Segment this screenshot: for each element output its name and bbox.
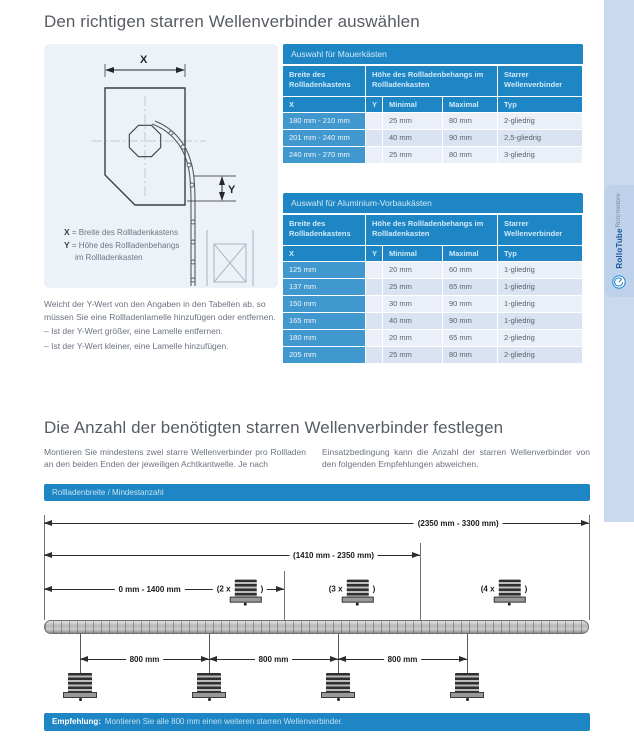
- arrowhead-left-icon: [44, 520, 52, 526]
- recommendation-text: Montieren Sie alle 800 mm einen weiteren starren Wellenverbinder.: [104, 717, 344, 726]
- shaft-connector-icon: [235, 580, 257, 598]
- count-prefix: (2 x: [216, 584, 231, 594]
- data-cell: [366, 262, 382, 278]
- width-diagram-title-bar: Rollladenbreite / Mindestanzahl: [44, 484, 590, 501]
- arrowhead-left-icon: [209, 656, 217, 662]
- spacing-label: 800 mm: [255, 655, 293, 664]
- width-quantity-diagram: [44, 505, 590, 710]
- section2-text-left: Montieren Sie mindestens zwei starre Wellenverbinder pro Rollladen an den beiden Enden der jeweiligen Achtkantwelle. Je nach: [44, 447, 306, 470]
- row-label-cell: 205 mm: [283, 347, 365, 363]
- data-cell: 1-gliedrig: [498, 279, 582, 295]
- legend-x-text: = Breite des Rollladenkastens: [71, 228, 178, 237]
- data-cell: 60 mm: [443, 262, 497, 278]
- data-cell: 3-gliedrig: [498, 147, 582, 163]
- data-cell: 25 mm: [383, 279, 442, 295]
- column-header-cell: Starrer Wellenverbinder: [498, 66, 582, 96]
- data-cell: 90 mm: [443, 130, 497, 146]
- spacing-label: 800 mm: [384, 655, 422, 664]
- shaft-connector-icon: [347, 580, 369, 598]
- spacing-label: 800 mm: [126, 655, 164, 664]
- chapter-tab: [604, 185, 634, 297]
- table-grid: [283, 215, 583, 363]
- diagram-legend: [64, 226, 179, 264]
- data-cell: [366, 313, 382, 329]
- note-bullet: – Ist der Y-Wert größer, eine Lamelle entfernen.: [44, 326, 223, 337]
- count-suffix: ): [260, 584, 264, 594]
- connector-count-3x: [325, 580, 379, 598]
- data-cell: [366, 130, 382, 146]
- sub-header-cell: Typ: [498, 246, 582, 261]
- count-suffix: ): [524, 584, 528, 594]
- arrowhead-right-icon: [330, 656, 338, 662]
- data-cell: 2,5-gliedrig: [498, 130, 582, 146]
- shaft-connector-icon: [455, 673, 479, 693]
- note-bullet: – Ist der Y-Wert kleiner, eine Lamelle hinzufügen.: [44, 340, 229, 351]
- data-cell: 25 mm: [383, 113, 442, 129]
- shaft-connector-icon: [68, 673, 92, 693]
- data-cell: 20 mm: [383, 262, 442, 278]
- data-cell: 30 mm: [383, 296, 442, 312]
- column-header-cell: Höhe des Rollladenbehangs im Rollladenkasten: [366, 215, 497, 245]
- data-cell: 2-gliedrig: [498, 330, 582, 346]
- data-cell: [366, 330, 382, 346]
- y-value-note: [44, 298, 286, 353]
- sub-header-cell: Maximal: [443, 97, 497, 112]
- dimension-label: (1410 mm - 2350 mm): [289, 551, 378, 560]
- brand-name: RolloTube: [614, 228, 624, 269]
- dimension-mid: [44, 551, 420, 561]
- dimension-label: (2350 mm - 3300 mm): [414, 519, 503, 528]
- section2-title: Die Anzahl der benötigten starren Wellenverbinder festlegen: [44, 418, 504, 437]
- data-cell: 90 mm: [443, 313, 497, 329]
- sub-header-cell: X: [283, 246, 365, 261]
- data-cell: [366, 347, 382, 363]
- table-mauerkaesten: [283, 44, 583, 163]
- data-cell: 40 mm: [383, 130, 442, 146]
- segment-divider-line: [420, 543, 421, 620]
- data-cell: 1-gliedrig: [498, 313, 582, 329]
- row-label-cell: 180 mm: [283, 330, 365, 346]
- connector-count-4x: [477, 580, 531, 598]
- data-cell: 2-gliedrig: [498, 347, 582, 363]
- count-suffix: ): [372, 584, 376, 594]
- shaft-connector-icon: [326, 673, 350, 693]
- data-cell: 1-gliedrig: [498, 262, 582, 278]
- count-prefix: (4 x: [480, 584, 495, 594]
- sub-header-cell: Y: [366, 97, 382, 112]
- data-cell: 90 mm: [443, 296, 497, 312]
- recommendation-label: Empfehlung:: [52, 717, 101, 726]
- table-title-bar: Auswahl für Aluminium-Vorbaukästen: [283, 193, 583, 213]
- row-label-cell: 201 mm - 240 mm: [283, 130, 365, 146]
- table-aluminium-vorbaukaesten: [283, 193, 583, 363]
- sub-header-cell: Y: [366, 246, 382, 261]
- row-label-cell: 125 mm: [283, 262, 365, 278]
- recommendation-bar: [44, 713, 590, 731]
- arrowhead-left-icon: [44, 586, 52, 592]
- table-title-bar: Auswahl für Mauerkästen: [283, 44, 583, 64]
- arrowhead-left-icon: [44, 552, 52, 558]
- spacing-dimension: [338, 655, 467, 665]
- shutter-box-diagram-panel: [44, 44, 278, 288]
- data-cell: 80 mm: [443, 147, 497, 163]
- arrowhead-right-icon: [459, 656, 467, 662]
- legend-x-key: X: [64, 227, 70, 237]
- sub-header-cell: Maximal: [443, 246, 497, 261]
- data-cell: [366, 147, 382, 163]
- boundary-line: [589, 515, 590, 620]
- data-cell: 20 mm: [383, 330, 442, 346]
- data-cell: [366, 113, 382, 129]
- sub-header-cell: Typ: [498, 97, 582, 112]
- section1-title: Den richtigen starren Wellenverbinder auswählen: [44, 12, 420, 31]
- data-cell: 40 mm: [383, 313, 442, 329]
- row-label-cell: 137 mm: [283, 279, 365, 295]
- data-cell: 80 mm: [443, 347, 497, 363]
- column-header-cell: Breite des Rollladenkastens: [283, 215, 365, 245]
- data-cell: 65 mm: [443, 279, 497, 295]
- sub-header-cell: Minimal: [383, 246, 442, 261]
- brand-subtitle: Rohrmotore: [614, 193, 622, 228]
- sub-header-cell: Minimal: [383, 97, 442, 112]
- column-header-cell: Höhe des Rollladenbehangs im Rollladenkasten: [366, 66, 497, 96]
- dimension-x-label: X: [140, 54, 148, 66]
- note-paragraph: Weicht der Y-Wert von den Angaben in den Tabellen ab, so müssen Sie eine Rollladenlamelle hinzufügen oder entfernen.: [44, 299, 276, 323]
- dimension-label: 0 mm - 1400 mm: [114, 585, 184, 594]
- table-grid: [283, 66, 583, 163]
- chapter-tab-text: [615, 193, 624, 269]
- connector-count-2x: [213, 580, 267, 598]
- dimension-y-label: Y: [228, 184, 236, 196]
- arrowhead-right-icon: [201, 656, 209, 662]
- spacing-dimension: [209, 655, 338, 665]
- data-cell: [366, 296, 382, 312]
- section2-text-right: Einsatzbedingung kann die Anzahl der starren Wellenverbinder von den folgenden Empfehlungen abweichen.: [322, 447, 590, 470]
- row-label-cell: 165 mm: [283, 313, 365, 329]
- count-prefix: (3 x: [328, 584, 343, 594]
- data-cell: 65 mm: [443, 330, 497, 346]
- shaft-connector-icon: [499, 580, 521, 598]
- data-cell: [366, 279, 382, 295]
- data-cell: 25 mm: [383, 347, 442, 363]
- data-cell: 2-gliedrig: [498, 113, 582, 129]
- row-label-cell: 180 mm - 210 mm: [283, 113, 365, 129]
- segment-divider-line: [284, 571, 285, 620]
- connector-drop-line: [338, 634, 339, 673]
- boundary-line: [44, 515, 45, 620]
- row-label-cell: 150 mm: [283, 296, 365, 312]
- legend-y-text: = Höhe des Rollladenbehangs: [71, 241, 180, 250]
- data-cell: 1-gliedrig: [498, 296, 582, 312]
- connector-drop-line: [209, 634, 210, 673]
- dimension-total: [44, 519, 589, 529]
- arrowhead-right-icon: [276, 586, 284, 592]
- legend-y-key: Y: [64, 240, 70, 250]
- arrowhead-right-icon: [581, 520, 589, 526]
- sub-header-cell: X: [283, 97, 365, 112]
- spacing-dimension: [80, 655, 209, 665]
- arrowhead-left-icon: [338, 656, 346, 662]
- arrowhead-left-icon: [80, 656, 88, 662]
- data-cell: 80 mm: [443, 113, 497, 129]
- shaft-connector-icon: [197, 673, 221, 693]
- tube-motor-icon: [612, 275, 626, 289]
- octagonal-shaft: [44, 620, 589, 634]
- legend-y-text2: im Rollladenkasten: [75, 253, 143, 262]
- column-header-cell: Starrer Wellenverbinder: [498, 215, 582, 245]
- connector-drop-line: [467, 634, 468, 673]
- column-header-cell: Breite des Rollladenkastens: [283, 66, 365, 96]
- data-cell: 25 mm: [383, 147, 442, 163]
- connector-drop-line: [80, 634, 81, 673]
- arrowhead-right-icon: [412, 552, 420, 558]
- row-label-cell: 240 mm - 270 mm: [283, 147, 365, 163]
